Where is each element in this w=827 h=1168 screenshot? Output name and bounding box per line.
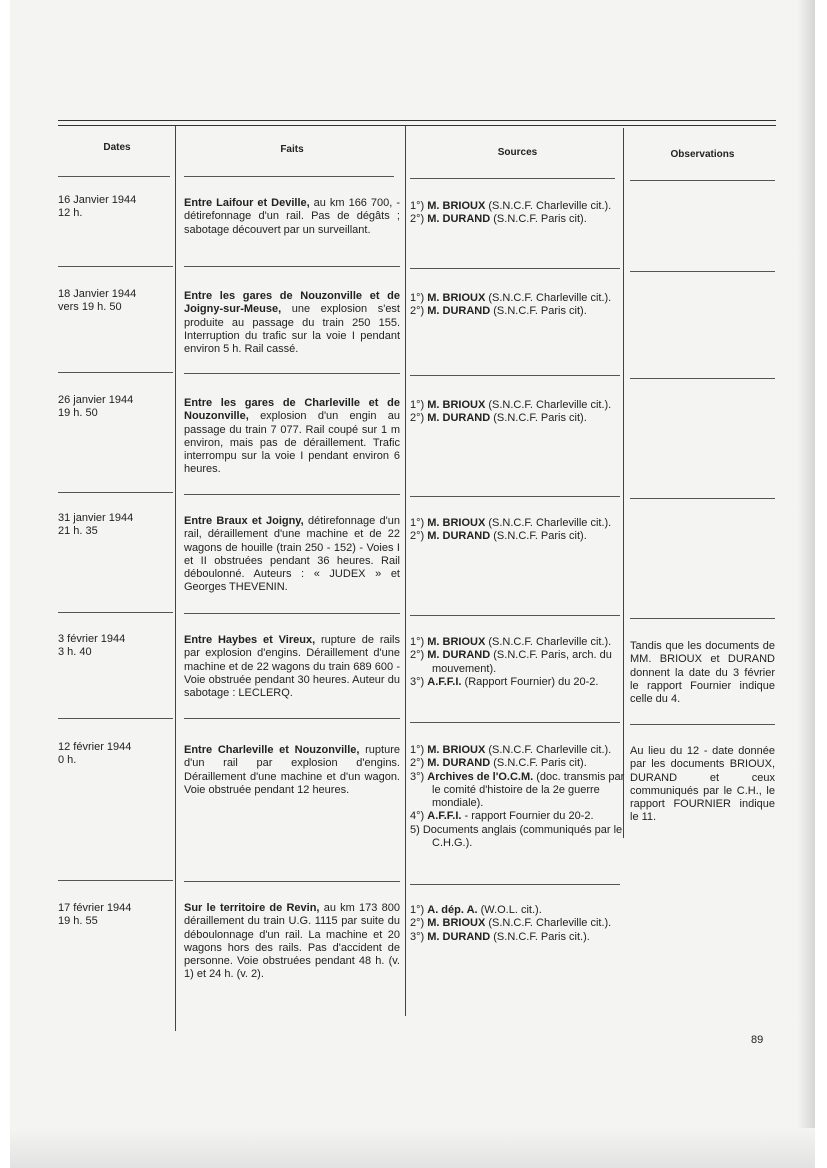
source-detail: (S.N.C.F. Charleville cit.). bbox=[485, 399, 612, 411]
source-num: 3°) bbox=[410, 770, 425, 783]
source-item bbox=[410, 757, 625, 770]
source-item bbox=[410, 771, 625, 811]
entry-date bbox=[58, 394, 178, 421]
source-name: M. BRIOUX bbox=[427, 200, 486, 212]
source-num: 3°) bbox=[410, 675, 425, 688]
source-item bbox=[410, 917, 625, 930]
source-detail: (Rapport Fournier) du 20-2. bbox=[461, 675, 599, 688]
entry-fait bbox=[184, 197, 400, 237]
source-name: M. BRIOUX bbox=[427, 917, 486, 930]
source-num: 2°) bbox=[410, 213, 425, 226]
source-detail: (S.N.C.F. Charleville cit.). bbox=[485, 744, 612, 756]
source-name: M. BRIOUX bbox=[427, 744, 486, 756]
time-text: vers 19 h. 50 bbox=[58, 301, 122, 314]
page-bottom-shadow bbox=[10, 1128, 815, 1168]
header-sources: Sources bbox=[497, 147, 538, 158]
page-edge-shadow bbox=[797, 0, 815, 1168]
row-rule bbox=[630, 618, 775, 619]
entry-fait bbox=[184, 902, 400, 982]
row-rule bbox=[184, 373, 400, 374]
row-rule bbox=[184, 613, 400, 614]
source-detail: (S.N.C.F. Paris cit). bbox=[490, 213, 587, 226]
entry-sources bbox=[410, 636, 625, 689]
row-rule bbox=[630, 498, 775, 499]
entry-date bbox=[58, 633, 178, 660]
source-num: 3°) bbox=[410, 930, 425, 943]
source-item bbox=[410, 636, 625, 649]
source-name: M. BRIOUX bbox=[427, 399, 486, 411]
source-name: M. BRIOUX bbox=[427, 517, 486, 529]
row-rule bbox=[410, 375, 620, 376]
row-rule bbox=[184, 266, 400, 267]
source-detail: (S.N.C.F. Paris cit.). bbox=[490, 930, 590, 943]
header-observations: Observations bbox=[670, 149, 735, 160]
row-rule bbox=[410, 615, 620, 616]
row-rule bbox=[58, 718, 173, 719]
fait-description: au km 166 700, - détirefonnage d'un rail. Pas de dégâts ; sabotage découvert par un surveillant. bbox=[184, 197, 400, 236]
source-detail: (S.N.C.F. Charleville cit.). bbox=[485, 517, 612, 529]
source-detail: (S.N.C.F. Paris cit). bbox=[490, 412, 587, 425]
fait-location: Entre Haybes et Vireux, bbox=[184, 634, 316, 646]
source-num: 1°) bbox=[410, 200, 425, 212]
time-text: 12 h. bbox=[58, 207, 83, 220]
source-num: 1°) bbox=[410, 636, 425, 648]
source-detail: (S.N.C.F. Charleville cit.). bbox=[485, 200, 612, 212]
source-detail: (S.N.C.F. Paris cit). bbox=[490, 305, 587, 318]
source-item bbox=[410, 810, 625, 823]
date-text: 31 janvier 1944 bbox=[58, 512, 134, 524]
row-rule bbox=[630, 724, 775, 725]
source-num: 2°) bbox=[410, 530, 425, 543]
entry-fait bbox=[184, 744, 400, 797]
date-text: 17 février 1944 bbox=[58, 902, 132, 914]
time-text: 19 h. 55 bbox=[58, 915, 98, 928]
source-name: M. DURAND bbox=[427, 305, 491, 318]
source-detail: (S.N.C.F. Charleville cit.). bbox=[485, 292, 612, 304]
date-text: 26 janvier 1944 bbox=[58, 394, 134, 406]
header-rule bbox=[630, 180, 775, 181]
row-rule bbox=[58, 492, 173, 493]
column-divider-2 bbox=[405, 126, 406, 1016]
date-text: 18 Janvier 1944 bbox=[58, 288, 137, 300]
row-rule bbox=[184, 494, 400, 495]
column-divider-3 bbox=[623, 128, 624, 838]
source-detail: Documents anglais (communiqués par le C.H.G.). bbox=[422, 823, 623, 850]
date-text: 3 février 1944 bbox=[58, 633, 126, 645]
row-rule bbox=[58, 372, 173, 373]
fait-location: Entre les gares de Charleville et de Nouzonville, bbox=[184, 397, 400, 423]
header-dates: Dates bbox=[103, 142, 131, 153]
time-text: 19 h. 50 bbox=[58, 407, 98, 420]
source-num: 2°) bbox=[410, 649, 425, 662]
fait-description: une explosion s'est produite au passage du train 250 155. Interruption du trafic sur la voie I pendant environ 5 h. Rail cassé. bbox=[184, 303, 400, 356]
source-num: 5) bbox=[410, 823, 420, 836]
source-item bbox=[410, 824, 625, 851]
row-rule bbox=[630, 378, 775, 379]
entry-date bbox=[58, 288, 178, 315]
table-top-rule-2 bbox=[58, 125, 776, 126]
document-page bbox=[10, 0, 815, 1168]
entry-fait bbox=[184, 397, 400, 477]
time-text: 21 h. 35 bbox=[58, 525, 98, 538]
row-rule bbox=[184, 718, 400, 719]
source-item bbox=[410, 412, 625, 425]
row-rule bbox=[184, 881, 400, 882]
source-item bbox=[410, 649, 625, 676]
row-rule bbox=[410, 268, 620, 269]
source-num: 2°) bbox=[410, 412, 425, 425]
entry-observation: Au lieu du 12 - date donnée par les documents BRIOUX, DURAND et ceux communiqués par le C.H., le rapport FOURNIER indique le 11. bbox=[630, 745, 775, 824]
date-text: 12 février 1944 bbox=[58, 741, 132, 753]
time-text: 0 h. bbox=[58, 754, 77, 767]
entry-fait bbox=[184, 290, 400, 356]
source-name: Archives de l'O.C.M. bbox=[427, 770, 534, 783]
source-name: A.F.F.I. bbox=[427, 675, 462, 688]
source-name: M. DURAND bbox=[427, 412, 491, 425]
source-detail: (doc. transmis par le comité d'histoire de la 2e guerre mondiale). bbox=[432, 770, 625, 810]
fait-location: Entre les gares de Nouzonville et de Joigny-sur-Meuse, bbox=[184, 290, 400, 316]
fait-description: explosion d'un engin au passage du train 7 077. Rail coupé sur 1 m environ, mais pas de déraillement. Trafic interrompu sur la voie I pendant environ 6 heures. bbox=[184, 410, 400, 476]
source-detail: (S.N.C.F. Paris, arch. du mouvement). bbox=[432, 649, 612, 675]
source-item bbox=[410, 676, 625, 689]
row-rule bbox=[410, 722, 620, 723]
source-num: 1°) bbox=[410, 517, 425, 529]
page-number: 89 bbox=[751, 1034, 764, 1046]
row-rule bbox=[410, 884, 620, 885]
source-detail: (S.N.C.F. Paris cit). bbox=[490, 530, 587, 543]
fait-location: Entre Laifour et Deville, bbox=[184, 197, 310, 209]
fait-description: rupture d'un rail par explosion d'engins. Déraillement d'une machine et d'un wagon. Voie obstruée pendant 12 heures. bbox=[184, 744, 400, 796]
row-rule bbox=[410, 496, 620, 497]
source-name: A. dép. A. bbox=[427, 904, 478, 916]
entry-sources bbox=[410, 744, 625, 850]
source-detail: (S.N.C.F. Charleville cit.). bbox=[485, 636, 612, 648]
source-num: 1°) bbox=[410, 744, 425, 756]
entry-date bbox=[58, 194, 178, 221]
entry-observation: Tandis que les documents de MM. BRIOUX et DURAND donnent la date du 3 février le rapport Fournier indique celle du 4. bbox=[630, 640, 775, 706]
source-item bbox=[410, 931, 625, 944]
column-divider-1 bbox=[175, 126, 176, 1031]
source-item bbox=[410, 517, 625, 530]
entry-date bbox=[58, 512, 178, 539]
source-item bbox=[410, 904, 625, 917]
row-rule bbox=[58, 612, 173, 613]
source-name: M. BRIOUX bbox=[427, 636, 486, 648]
fait-location: Entre Charleville et Nouzonville, bbox=[184, 744, 360, 756]
source-item bbox=[410, 200, 625, 213]
entry-sources bbox=[410, 904, 625, 944]
source-item bbox=[410, 530, 625, 543]
row-rule bbox=[630, 271, 775, 272]
entry-sources bbox=[410, 200, 625, 227]
entry-sources bbox=[410, 517, 625, 544]
source-num: 1°) bbox=[410, 292, 425, 304]
source-item bbox=[410, 305, 625, 318]
source-name: A.F.F.I. bbox=[427, 810, 462, 823]
header-rule bbox=[58, 176, 170, 177]
table-top-rule bbox=[58, 120, 776, 121]
source-num: 4°) bbox=[410, 810, 425, 823]
entry-sources bbox=[410, 292, 625, 319]
source-name: M. DURAND bbox=[427, 649, 491, 662]
entry-date bbox=[58, 902, 178, 929]
fait-location: Entre Braux et Joigny, bbox=[184, 515, 304, 527]
source-name: M. DURAND bbox=[427, 213, 491, 226]
fait-location: Sur le territoire de Revin, bbox=[184, 902, 320, 914]
source-num: 1°) bbox=[410, 399, 425, 411]
entry-sources bbox=[410, 399, 625, 426]
source-name: M. DURAND bbox=[427, 530, 491, 543]
entry-date bbox=[58, 741, 178, 768]
time-text: 3 h. 40 bbox=[58, 646, 92, 659]
source-num: 2°) bbox=[410, 305, 425, 318]
source-detail: (W.O.L. cit.). bbox=[477, 904, 542, 916]
date-text: 16 Janvier 1944 bbox=[58, 194, 137, 206]
row-rule bbox=[58, 880, 173, 881]
fait-description: rupture de rails par explosion d'engins. Déraillement d'une machine et de 22 wagons du train 689 600 - Voie obstruée pendant 30 heures. Auteur du sabotage : LECLERQ. bbox=[184, 634, 400, 700]
source-num: 2°) bbox=[410, 757, 425, 770]
source-item bbox=[410, 292, 625, 305]
source-name: M. DURAND bbox=[427, 757, 491, 770]
header-rule bbox=[184, 176, 394, 177]
header-faits: Faits bbox=[280, 144, 304, 155]
source-detail: (S.N.C.F. Charleville cit.). bbox=[485, 917, 612, 930]
source-name: M. BRIOUX bbox=[427, 292, 486, 304]
source-num: 2°) bbox=[410, 917, 425, 930]
fait-description: au km 173 800 déraillement du train U.G. 1115 par suite du déboulonnage d'un rail. La machine et 20 wagons hors des rails. Pas d'accident de personne. Voie obstruées pendant 48 h. (v. 1) et 24 h. (v. 2). bbox=[184, 902, 400, 981]
header-rule bbox=[410, 178, 615, 179]
source-num: 1°) bbox=[410, 904, 425, 916]
source-item bbox=[410, 744, 625, 757]
entry-fait bbox=[184, 634, 400, 700]
row-rule bbox=[58, 266, 173, 267]
source-item bbox=[410, 399, 625, 412]
fait-description: détirefonnage d'un rail, déraillement d'une machine et de 22 wagons de houille (train 250 - 152) - Voies I et II obstruées pendant 36 heures. Rail déboulonné. Auteurs : « JUDEX » et Georges THEVENIN. bbox=[184, 515, 401, 594]
source-detail: - rapport Fournier du 20-2. bbox=[461, 810, 594, 823]
source-name: M. DURAND bbox=[427, 930, 491, 943]
source-detail: (S.N.C.F. Paris cit). bbox=[490, 757, 587, 770]
entry-fait bbox=[184, 515, 400, 595]
source-item bbox=[410, 213, 625, 226]
